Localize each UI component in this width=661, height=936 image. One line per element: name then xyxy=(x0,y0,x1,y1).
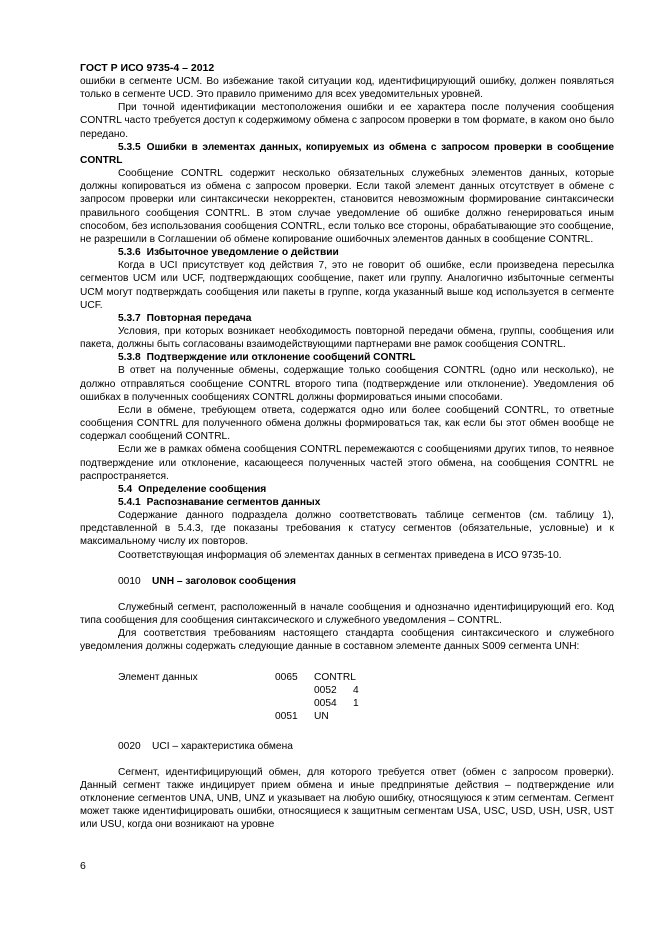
paragraph: Сообщение CONTRL содержит несколько обязательных служебных элементов данных, которые должны копироваться из обмена с запросом проверки. Если такой элемент данных отсутствует в обмене с запросом проверки или синтаксически некорректен, становится невозможным формирование синтаксически правильного сообщения CONTRL. В этом случае уведомление об ошибке должно генерироваться иным способом, без использования сообщения CONTRL, если только все стороны, обрабатывающие это сообщение, не разрешили в Соглашении об обмене копирование ошибочных элементов данных в сообщение CONTRL. xyxy=(80,168,614,245)
paragraph: Соответствующая информация об элементах данных в сегментах приведена в ИСО 9735-10. xyxy=(118,549,562,561)
table-cell: CONTRL xyxy=(314,671,356,683)
paragraph: Служебный сегмент, расположенный в начале сообщения и однозначно идентифицирующий его. Код типа сообщения для сообщения синтаксического и служебного уведомления – CONTRL. xyxy=(80,601,614,627)
table-cell: 0054 xyxy=(314,697,337,709)
section-heading-5-3-7: 5.3.7 Повторная передача xyxy=(118,312,252,324)
paragraph: ошибки в сегменте UCM. Во избежание такой ситуации код, идентифицирующий ошибку, должен появляться только в сегменте UCD. Это правило применимо для всех уведомительных уровней. xyxy=(80,76,614,101)
table-cell: 0052 xyxy=(314,684,337,696)
section-heading-5-3-8: 5.3.8 Подтверждение или отклонение сообщений CONTRL xyxy=(118,352,416,364)
data-element-table xyxy=(80,671,614,727)
page-number: 6 xyxy=(80,860,86,872)
paragraph: В ответ на полученные обмены, содержащие только сообщения CONTRL (одно или несколько), не должно отправляться сообщение CONTRL второго типа (подтверждение или отклонение). Уведомления об ошибках в полученных сообщениях CONTRL должны формироваться иными способами. xyxy=(80,365,614,403)
table-label: Элемент данных xyxy=(118,671,198,683)
segment-heading-unh: 0010 UNH – заголовок сообщения xyxy=(118,575,296,587)
segment-heading-uci: 0020 UCI – характеристика обмена xyxy=(118,740,293,752)
page-header: ГОСТ Р ИСО 9735-4 – 2012 xyxy=(80,62,215,74)
table-cell: 1 xyxy=(353,697,359,709)
section-heading-5-3-5: 5.3.5 Ошибки в элементах данных, копируемых из обмена с запросом проверки в сообщение CONTRL xyxy=(80,141,614,166)
paragraph: Условия, при которых возникает необходимость повторной передачи обмена, группы, сообщения или пакета, должны быть согласованы взаимодействующими партнерами вне рамок сообщения CONTRL. xyxy=(80,325,614,351)
paragraph: Для соответствия требованиям настоящего стандарта сообщения синтаксического и служебного уведомления должны содержать следующие данные в составном элементе данных S009 сегмента UNH: xyxy=(80,628,614,653)
document-body xyxy=(80,75,614,832)
table-cell: UN xyxy=(314,710,329,722)
paragraph: Если же в рамках обмена сообщения CONTRL перемежаются с сообщениями других типов, то неявное подтверждение или отклонение, касающееся полученных частей этого обмена, на сообщения CONTRL не распространяется. xyxy=(80,444,614,482)
section-heading-5-4: 5.4 Определение сообщения xyxy=(118,483,267,495)
section-heading-5-4-1: 5.4.1 Распознавание сегментов данных xyxy=(118,497,321,508)
section-heading-5-3-6: 5.3.6 Избыточное уведомление о действии xyxy=(118,247,339,259)
table-cell: 4 xyxy=(353,684,359,696)
paragraph: Содержание данного подраздела должно соответствовать таблице сегментов (см. таблицу 1), представленной в 5.4.3, где показаны требования к статусу сегментов (обязательные, условные) и к максимальному числу их повторов. xyxy=(80,510,614,548)
paragraph: При точной идентификации местоположения ошибки и ее характера после получения сообщения CONTRL часто требуется доступ к содержимому обмена с запросом проверки в том формате, в каком оно было передано. xyxy=(80,102,614,140)
table-cell: 0065 xyxy=(275,671,298,683)
paragraph: Если в обмене, требующем ответа, содержатся одно или более сообщений CONTRL, то ответные сообщения CONTRL для полученного обмена должны формироваться так, как если бы этот обмен вообще не содержал сообщений CONTRL. xyxy=(80,404,614,443)
paragraph: Сегмент, идентифицирующий обмен, для которого требуется ответ (обмен с запросом проверки). Данный сегмент также индицирует прием обмена и иные предпринятые действия – подтверждение или отклонение сегментов UNA, UNB, UNZ и указывает на любую ошибку, относящуюся к этим сегментам. Сегмент может также идентифицировать ошибки, относящиеся к защитным сегментам USA, USC, USD, USH, USR, UST или USU, когда они возникают на уровне xyxy=(80,766,614,831)
table-cell: 0051 xyxy=(275,710,298,722)
paragraph: Когда в UCI присутствует код действия 7, это не говорит об ошибке, если произведена пересылка сегментов UCM или UCF, подтверждающих сообщение, пакет или группу. Аналогично избыточные сегменты UCM могут подтверждать сообщения или пакеты в группе, когда указанный выше код используется в сегменте UCF. xyxy=(80,260,614,311)
